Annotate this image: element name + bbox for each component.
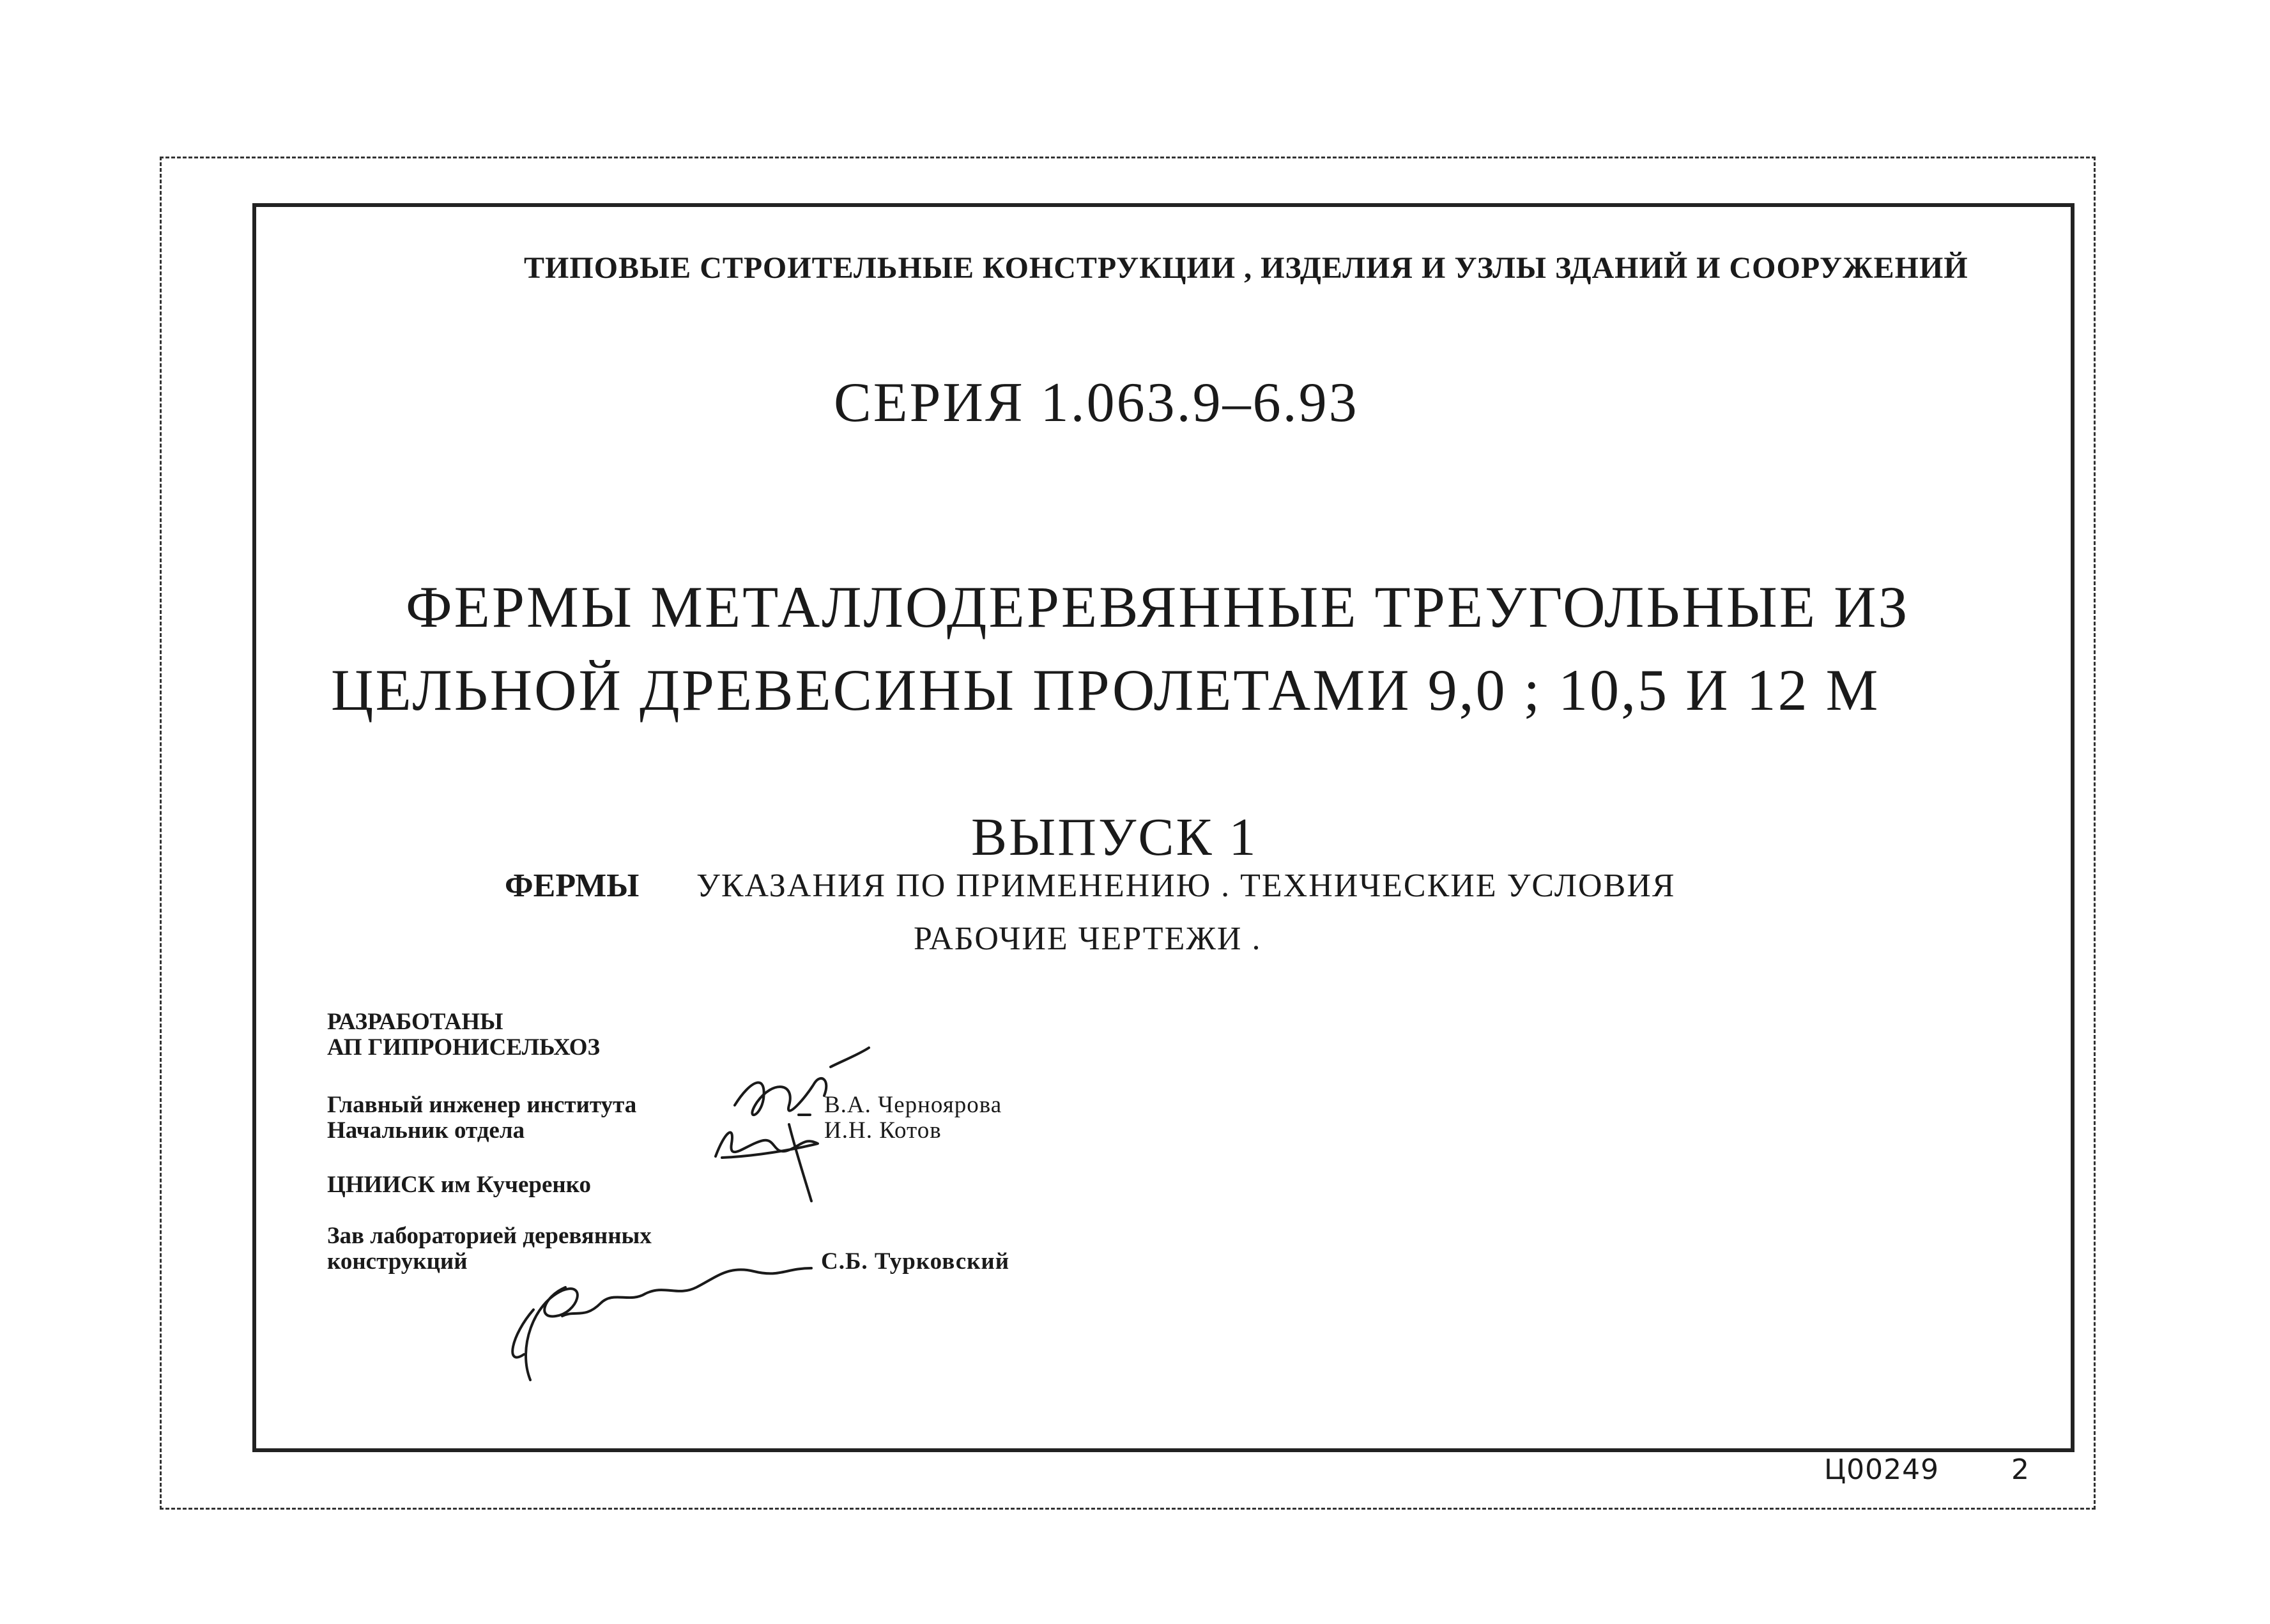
issue-label: ВЫПУСК 1 [971, 808, 1258, 867]
department-head-role: Начальник отдела [327, 1117, 525, 1144]
header-line: ТИПОВЫЕ СТРОИТЕЛЬНЫЕ КОНСТРУКЦИИ , ИЗДЕЛИЯ И УЗЛЫ ЗДАНИЙ И СООРУЖЕНИЙ [524, 251, 1968, 285]
lab-head-name: С.Б. Турковский [821, 1248, 1010, 1275]
issue-subtitle-c: РАБОЧИЕ ЧЕРТЕЖИ . [914, 921, 1262, 957]
archive-code: Ц00249 [1824, 1453, 1940, 1486]
signature-department-head [716, 1115, 818, 1201]
signature-chief-engineer [735, 1048, 869, 1115]
page-number: 2 [2011, 1453, 2029, 1486]
document-title-line-2: ЦЕЛЬНОЙ ДРЕВЕСИНЫ ПРОЛЕТАМИ 9,0 ; 10,5 И 12 М [331, 657, 1880, 723]
department-head-name: И.Н. Котов [824, 1117, 942, 1144]
chief-engineer-name: В.А. Черноярова [824, 1092, 1002, 1118]
second-institute: ЦНИИСК им Кучеренко [327, 1172, 592, 1198]
developer-organization: АП ГИПРОНИСЕЛЬХОЗ [327, 1034, 601, 1061]
document-title-line-1: ФЕРМЫ МЕТАЛЛОДЕРЕВЯННЫЕ ТРЕУГОЛЬНЫЕ ИЗ [406, 574, 1910, 640]
lab-head-role-line-1: Зав лабораторией деревянных [327, 1223, 652, 1249]
signature-lab-head [512, 1268, 811, 1380]
issue-subtitle-a: ФЕРМЫ [505, 868, 640, 904]
lab-head-role-line-2: конструкций [327, 1248, 468, 1275]
series-title: СЕРИЯ 1.063.9–6.93 [834, 372, 1359, 434]
developers-heading: РАЗРАБОТАНЫ [327, 1009, 503, 1035]
issue-subtitle-b: УКАЗАНИЯ ПО ПРИМЕНЕНИЮ . ТЕХНИЧЕСКИЕ УСЛОВИЯ [696, 868, 1676, 904]
chief-engineer-role: Главный инженер института [327, 1092, 637, 1118]
